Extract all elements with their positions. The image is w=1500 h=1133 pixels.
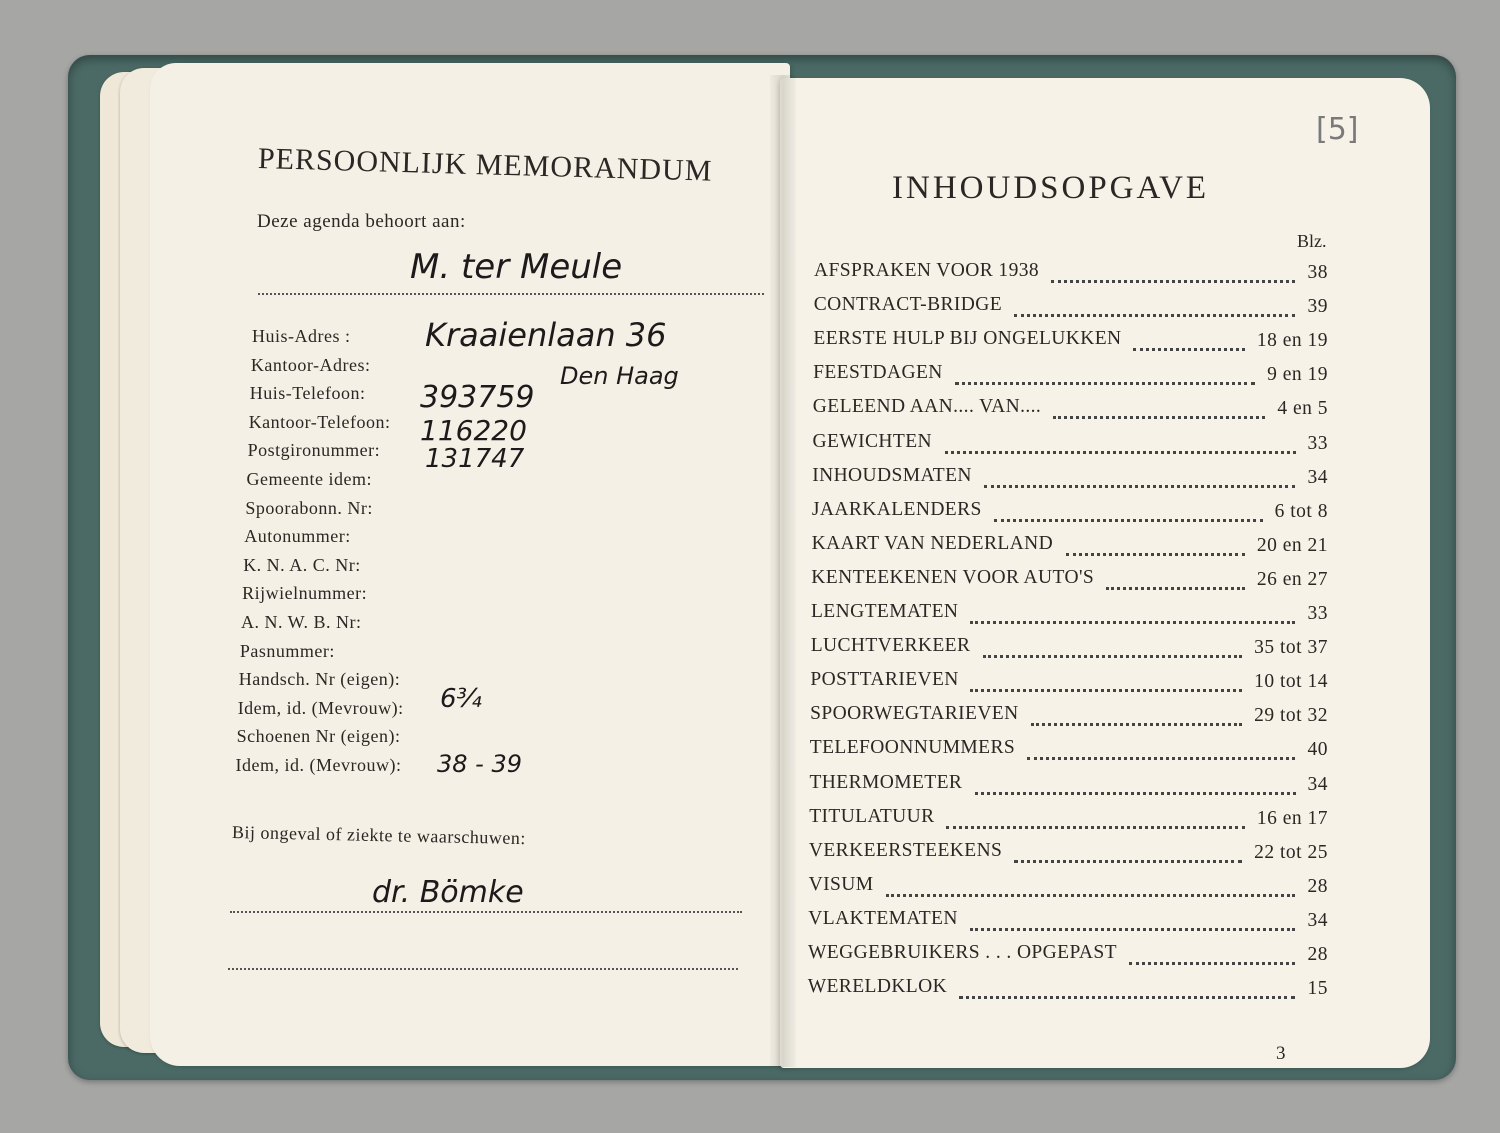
- field-label: Handsch. Nr (eigen):: [238, 669, 401, 690]
- emergency-dotted-line-1: [230, 911, 742, 913]
- toc-dot-leader: [959, 996, 1295, 999]
- field-handwritten-value: 6¾: [440, 684, 482, 714]
- toc-entry-page: 28: [1307, 875, 1328, 897]
- toc-entry: [812, 533, 1328, 561]
- field-label: Spoorabonn. Nr:: [245, 497, 373, 518]
- toc-entry: [814, 260, 1328, 288]
- field-label: Rijwielnummer:: [242, 583, 368, 604]
- field-handwritten-value: Den Haag: [560, 362, 679, 390]
- toc-entry: [813, 328, 1328, 356]
- toc-dot-leader: [1066, 553, 1245, 556]
- toc-entry-page: 34: [1307, 466, 1328, 488]
- field-label: Idem, id. (Mevrouw):: [235, 755, 402, 775]
- toc-page-column-header: Blz.: [1297, 231, 1327, 251]
- field-label: Huis-Adres :: [252, 326, 351, 346]
- toc-dot-leader: [955, 382, 1255, 385]
- toc-dot-leader: [1051, 280, 1295, 283]
- field-handwritten-value: Kraaienlaan 36: [425, 316, 667, 354]
- toc-dot-leader: [1031, 723, 1242, 726]
- field-label: Pasnummer:: [239, 640, 335, 661]
- toc-entry-page: 9 en 19: [1267, 364, 1328, 386]
- owner-label: Deze agenda behoort aan:: [257, 211, 466, 232]
- toc-entry: [810, 737, 1328, 765]
- toc-entry-label: LUCHTVERKEER: [810, 635, 971, 657]
- toc-entry: [813, 396, 1328, 424]
- field-label: A. N. W. B. Nr:: [241, 612, 362, 632]
- toc-entry-label: EERSTE HULP BIJ ONGELUKKEN: [813, 328, 1122, 350]
- toc-entry-label: GELEEND AAN.... VAN....: [812, 396, 1042, 418]
- toc-entry-label: CONTRACT-BRIDGE: [813, 294, 1003, 316]
- toc-dot-leader: [1129, 962, 1295, 965]
- toc-entry-label: FEESTDAGEN: [813, 362, 943, 384]
- toc-entry-page: 28: [1307, 944, 1328, 965]
- toc-entry-page: 34: [1307, 909, 1328, 931]
- toc-dot-leader: [970, 621, 1295, 624]
- toc-dot-leader: [1027, 757, 1295, 760]
- toc-dot-leader: [970, 928, 1295, 931]
- toc-dot-leader: [946, 826, 1245, 829]
- field-label: K. N. A. C. Nr:: [243, 554, 361, 575]
- toc-entry-page: 15: [1307, 978, 1328, 1000]
- toc-entry: [808, 942, 1328, 970]
- toc-entry: [812, 465, 1328, 493]
- toc-entry: [808, 908, 1328, 936]
- toc-entry-label: VERKEERSTEEKENS: [808, 839, 1003, 861]
- toc-entry: [813, 362, 1328, 390]
- toc-entry-page: 6 tot 8: [1274, 500, 1328, 522]
- toc-dot-leader: [983, 655, 1242, 658]
- field-label: Schoenen Nr (eigen):: [236, 726, 401, 747]
- toc-entry-label: GEWICHTEN: [812, 430, 932, 452]
- owner-dotted-line: [258, 293, 764, 295]
- emergency-dotted-line-2: [228, 968, 738, 970]
- toc-entry: [810, 669, 1328, 697]
- emergency-contact-label: Bij ongeval of ziekte te waarschuwen:: [231, 822, 527, 849]
- toc-entry-label: SPOORWEGTARIEVEN: [810, 703, 1019, 725]
- toc-entry-label: WERELDKLOK: [807, 976, 948, 998]
- toc-entry-label: WEGGEBRUIKERS . . . OPGEPAST: [808, 942, 1117, 963]
- toc-dot-leader: [945, 451, 1296, 454]
- toc-dot-leader: [975, 792, 1296, 795]
- toc-dot-leader: [1053, 416, 1265, 419]
- toc-entry-label: JAARKALENDERS: [811, 498, 982, 520]
- toc-entry: [810, 703, 1328, 731]
- toc-entry-label: VISUM: [808, 873, 874, 895]
- toc-entry-page: 10 tot 14: [1254, 671, 1328, 693]
- toc-entry-label: KENTEEKENEN VOOR AUTO'S: [811, 566, 1095, 588]
- toc-entry: [809, 874, 1328, 902]
- toc-entry-label: LENGTEMATEN: [811, 601, 959, 622]
- toc-entry-page: 29 tot 32: [1254, 705, 1328, 727]
- toc-entry: [811, 601, 1328, 629]
- toc-dot-leader: [994, 519, 1263, 522]
- toc-dot-leader: [886, 894, 1295, 897]
- field-label: Postgironummer:: [247, 440, 381, 461]
- field-label: Gemeente idem:: [246, 469, 372, 489]
- field-handwritten-value: 131747: [425, 444, 525, 474]
- toc-entry-label: TELEFOONNUMMERS: [809, 737, 1016, 759]
- toc-entry-page: 34: [1307, 773, 1328, 795]
- toc-entry: [813, 431, 1329, 459]
- toc-dot-leader: [1014, 314, 1295, 317]
- toc-title: INHOUDSOPGAVE: [892, 170, 1210, 206]
- toc-entry: [809, 840, 1328, 868]
- toc-entry: [812, 499, 1328, 527]
- toc-dot-leader: [984, 485, 1295, 488]
- toc-dot-leader: [1106, 587, 1245, 590]
- emergency-handwriting: dr. Bömke: [372, 875, 524, 910]
- toc-entry-page: 35 tot 37: [1254, 637, 1328, 659]
- toc-entry-label: TITULATUUR: [809, 805, 935, 827]
- toc-entry-label: THERMOMETER: [809, 771, 963, 793]
- book-gutter: [770, 75, 796, 1067]
- field-label: Kantoor-Telefoon:: [248, 411, 391, 432]
- toc-entry-label: POSTTARIEVEN: [810, 669, 959, 691]
- toc-entry-label: AFSPRAKEN VOOR 1938: [814, 260, 1040, 281]
- toc-entry: [810, 772, 1329, 800]
- toc-entry-label: VLAKTEMATEN: [808, 907, 958, 929]
- toc-entry: [808, 976, 1328, 1004]
- toc-entry-label: INHOUDSMATEN: [812, 464, 972, 486]
- toc-entry: [814, 294, 1328, 322]
- toc-entry-label: KAART VAN NEDERLAND: [811, 532, 1054, 554]
- field-label: Autonummer:: [244, 526, 351, 547]
- toc-entry-page: 4 en 5: [1277, 398, 1328, 420]
- toc-dot-leader: [1133, 348, 1245, 351]
- owner-handwriting: M. ter Meule: [410, 247, 623, 287]
- field-handwritten-value: 38 - 39: [437, 750, 522, 778]
- pencil-note: [5]: [1316, 112, 1359, 147]
- toc-entry-page: 33: [1307, 432, 1328, 454]
- toc-entry-page: 40: [1307, 739, 1328, 761]
- toc-entry-page: 20 en 21: [1256, 534, 1328, 556]
- memorandum-title: PERSOONLIJK MEMORANDUM: [257, 142, 713, 188]
- field-label: Idem, id. (Mevrouw):: [237, 697, 404, 718]
- toc-dot-leader: [1014, 860, 1242, 863]
- toc-dot-leader: [970, 689, 1242, 692]
- toc-entry: [809, 806, 1328, 834]
- toc-entry-page: 16 en 17: [1256, 807, 1328, 829]
- field-label: Huis-Telefoon:: [249, 383, 366, 404]
- toc-entry-page: 33: [1307, 603, 1328, 624]
- field-handwritten-value: 116220: [420, 414, 527, 447]
- toc-entry-page: 22 tot 25: [1254, 841, 1328, 863]
- toc-entry-page: 18 en 19: [1256, 330, 1328, 352]
- field-handwritten-value: 393759: [420, 380, 535, 415]
- toc-entry-page: 39: [1307, 296, 1328, 318]
- field-label: Kantoor-Adres:: [250, 354, 371, 375]
- toc-entry-page: 26 en 27: [1256, 568, 1328, 590]
- toc-entry: [811, 567, 1328, 595]
- toc-entry-page: 38: [1307, 262, 1328, 283]
- toc-entry: [811, 635, 1328, 663]
- page-number: 3: [1276, 1043, 1286, 1064]
